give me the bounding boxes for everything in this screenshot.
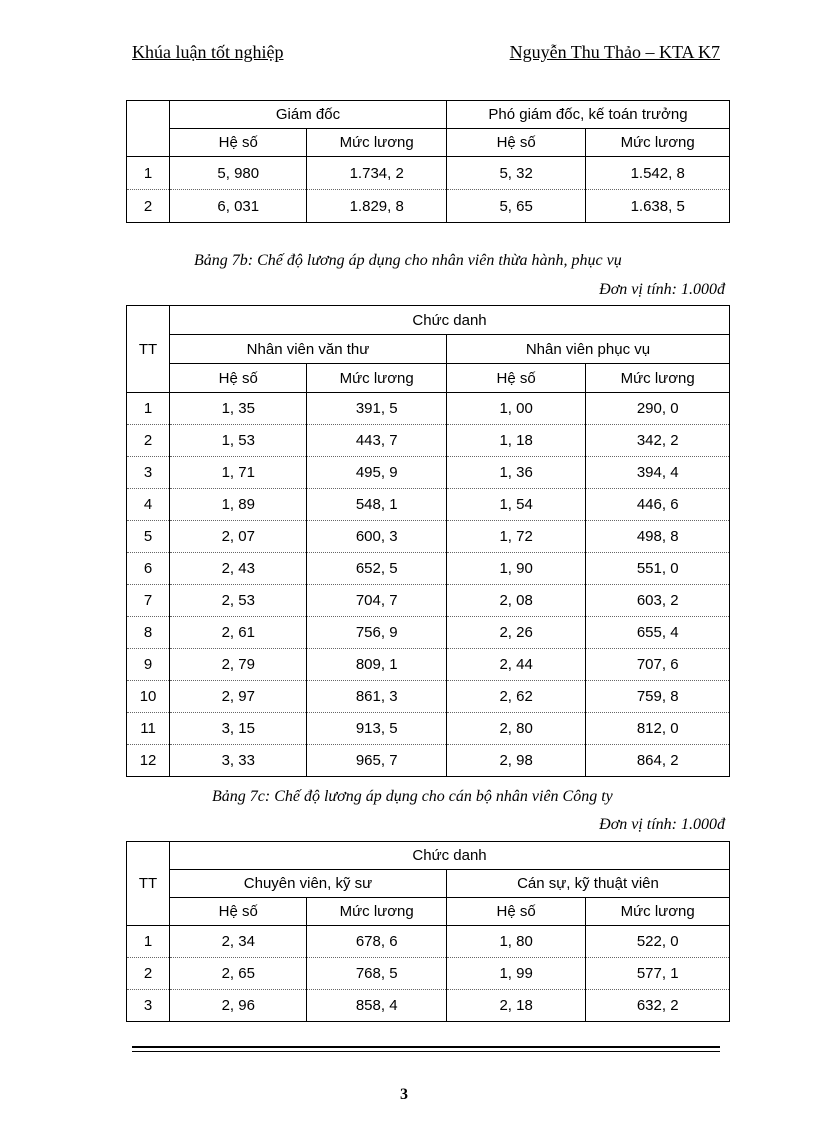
row-number-cell: 7 (127, 585, 170, 617)
row-number-cell: 3 (127, 990, 170, 1022)
col-header-coefficient: Hệ số (170, 364, 307, 393)
coefficient-cell: 1, 90 (446, 553, 585, 585)
col-header-coefficient: Hệ số (170, 129, 307, 157)
wage-cell: 577, 1 (586, 958, 730, 990)
wage-cell: 1.829, 8 (307, 190, 446, 223)
coefficient-cell: 1, 89 (170, 489, 307, 521)
table-row (127, 745, 730, 777)
coefficient-cell: 1, 53 (170, 425, 307, 457)
row-number-cell: 2 (127, 190, 170, 223)
row-number-cell: 11 (127, 713, 170, 745)
coefficient-cell: 1, 18 (446, 425, 585, 457)
row-number-cell: 4 (127, 489, 170, 521)
col-header-wage: Mức lương (307, 364, 446, 393)
group-header-engineer: Chuyên viên, kỹ sư (170, 870, 447, 898)
salary-table-staff (126, 305, 730, 777)
row-number-cell: 3 (127, 457, 170, 489)
coefficient-cell: 2, 44 (446, 649, 585, 681)
coefficient-cell: 2, 34 (170, 926, 307, 958)
wage-cell: 655, 4 (586, 617, 730, 649)
coefficient-cell: 1, 35 (170, 393, 307, 425)
table-row (127, 457, 730, 489)
col-header-wage: Mức lương (307, 129, 446, 157)
page-header (132, 42, 720, 68)
wage-cell: 809, 1 (307, 649, 446, 681)
coefficient-cell: 1, 00 (446, 393, 585, 425)
coefficient-cell: 2, 08 (446, 585, 585, 617)
author-name: Nguyễn Thu Thảo – KTA K7 (509, 42, 720, 62)
coefficient-cell: 2, 61 (170, 617, 307, 649)
coefficient-cell: 5, 32 (446, 157, 585, 190)
row-number-cell: 12 (127, 745, 170, 777)
coefficient-cell: 5, 980 (170, 157, 307, 190)
coefficient-cell: 2, 96 (170, 990, 307, 1022)
coefficient-cell: 2, 97 (170, 681, 307, 713)
table-b-caption: Bảng 7b: Chế độ lương áp dụng cho nhân viên thừa hành, phục vụ (194, 252, 622, 269)
table-row (127, 489, 730, 521)
coefficient-cell: 1, 71 (170, 457, 307, 489)
wage-cell: 1.734, 2 (307, 157, 446, 190)
coefficient-cell: 2, 26 (446, 617, 585, 649)
col-header-coefficient: Hệ số (446, 364, 585, 393)
tt-header-cell: TT (127, 306, 170, 393)
wage-cell: 913, 5 (307, 713, 446, 745)
wage-cell: 652, 5 (307, 553, 446, 585)
row-number-cell: 10 (127, 681, 170, 713)
table-row (127, 649, 730, 681)
group-header-service: Nhân viên phục vụ (446, 335, 729, 364)
wage-cell: 290, 0 (586, 393, 730, 425)
wage-cell: 759, 8 (586, 681, 730, 713)
group-header-director: Giám đốc (170, 101, 447, 129)
table-row (127, 521, 730, 553)
row-number-cell: 2 (127, 425, 170, 457)
wage-cell: 704, 7 (307, 585, 446, 617)
coefficient-cell: 2, 18 (446, 990, 585, 1022)
group-header-technician: Cán sự, kỹ thuật viên (446, 870, 729, 898)
coefficient-cell: 3, 33 (170, 745, 307, 777)
row-number-cell: 1 (127, 926, 170, 958)
group-header-deputy-accountant: Phó giám đốc, kế toán trưởng (446, 101, 729, 129)
table-row (127, 393, 730, 425)
col-header-wage: Mức lương (586, 364, 730, 393)
wage-cell: 1.542, 8 (586, 157, 730, 190)
table-row (127, 958, 730, 990)
salary-table-officers (126, 841, 730, 1022)
group-header-clerk: Nhân viên văn thư (170, 335, 447, 364)
table-c-unit: Đơn vị tính: 1.000đ (599, 816, 725, 833)
wage-cell: 391, 5 (307, 393, 446, 425)
table-row (127, 617, 730, 649)
coefficient-cell: 1, 54 (446, 489, 585, 521)
tt-header-cell: TT (127, 842, 170, 926)
coefficient-cell: 3, 15 (170, 713, 307, 745)
page-number: 3 (400, 1086, 408, 1103)
wage-cell: 394, 4 (586, 457, 730, 489)
row-number-cell: 2 (127, 958, 170, 990)
wage-cell: 342, 2 (586, 425, 730, 457)
col-header-coefficient: Hệ số (170, 898, 307, 926)
coefficient-cell: 1, 80 (446, 926, 585, 958)
wage-cell: 548, 1 (307, 489, 446, 521)
col-header-wage: Mức lương (586, 898, 730, 926)
coefficient-cell: 2, 07 (170, 521, 307, 553)
tt-header-cell (127, 101, 170, 157)
wage-cell: 603, 2 (586, 585, 730, 617)
table-row (127, 713, 730, 745)
col-header-coefficient: Hệ số (446, 129, 585, 157)
wage-cell: 446, 6 (586, 489, 730, 521)
table-row (127, 990, 730, 1022)
coefficient-cell: 2, 62 (446, 681, 585, 713)
coefficient-cell: 1, 72 (446, 521, 585, 553)
wage-cell: 632, 2 (586, 990, 730, 1022)
wage-cell: 495, 9 (307, 457, 446, 489)
table-row (127, 926, 730, 958)
col-header-wage: Mức lương (307, 898, 446, 926)
row-number-cell: 6 (127, 553, 170, 585)
footer-rule-top (132, 1046, 720, 1048)
coefficient-cell: 1, 99 (446, 958, 585, 990)
coefficient-cell: 1, 36 (446, 457, 585, 489)
salary-table-managers (126, 100, 730, 223)
wage-cell: 812, 0 (586, 713, 730, 745)
wage-cell: 858, 4 (307, 990, 446, 1022)
table-row (127, 585, 730, 617)
row-number-cell: 1 (127, 393, 170, 425)
coefficient-cell: 2, 43 (170, 553, 307, 585)
row-number-cell: 5 (127, 521, 170, 553)
table-c-caption: Bảng 7c: Chế độ lương áp dụng cho cán bộ nhân viên Công ty (212, 788, 613, 805)
coefficient-cell: 2, 79 (170, 649, 307, 681)
table-row (127, 425, 730, 457)
table-b-unit: Đơn vị tính: 1.000đ (599, 281, 725, 298)
footer-rule-bottom (132, 1051, 720, 1052)
row-number-cell: 8 (127, 617, 170, 649)
coefficient-cell: 6, 031 (170, 190, 307, 223)
table-row (127, 157, 730, 190)
wage-cell: 864, 2 (586, 745, 730, 777)
wage-cell: 768, 5 (307, 958, 446, 990)
row-number-cell: 9 (127, 649, 170, 681)
table-row (127, 681, 730, 713)
wage-cell: 756, 9 (307, 617, 446, 649)
wage-cell: 600, 3 (307, 521, 446, 553)
wage-cell: 965, 7 (307, 745, 446, 777)
position-title-header: Chức danh (170, 842, 730, 870)
wage-cell: 1.638, 5 (586, 190, 730, 223)
coefficient-cell: 5, 65 (446, 190, 585, 223)
table-row (127, 190, 730, 223)
row-number-cell: 1 (127, 157, 170, 190)
position-title-header: Chức danh (170, 306, 730, 335)
wage-cell: 522, 0 (586, 926, 730, 958)
wage-cell: 678, 6 (307, 926, 446, 958)
table-row (127, 553, 730, 585)
coefficient-cell: 2, 98 (446, 745, 585, 777)
coefficient-cell: 2, 53 (170, 585, 307, 617)
col-header-coefficient: Hệ số (446, 898, 585, 926)
coefficient-cell: 2, 65 (170, 958, 307, 990)
wage-cell: 498, 8 (586, 521, 730, 553)
thesis-title: Khúa luận tốt nghiệp (132, 42, 284, 62)
wage-cell: 551, 0 (586, 553, 730, 585)
coefficient-cell: 2, 80 (446, 713, 585, 745)
wage-cell: 707, 6 (586, 649, 730, 681)
wage-cell: 861, 3 (307, 681, 446, 713)
wage-cell: 443, 7 (307, 425, 446, 457)
col-header-wage: Mức lương (586, 129, 730, 157)
